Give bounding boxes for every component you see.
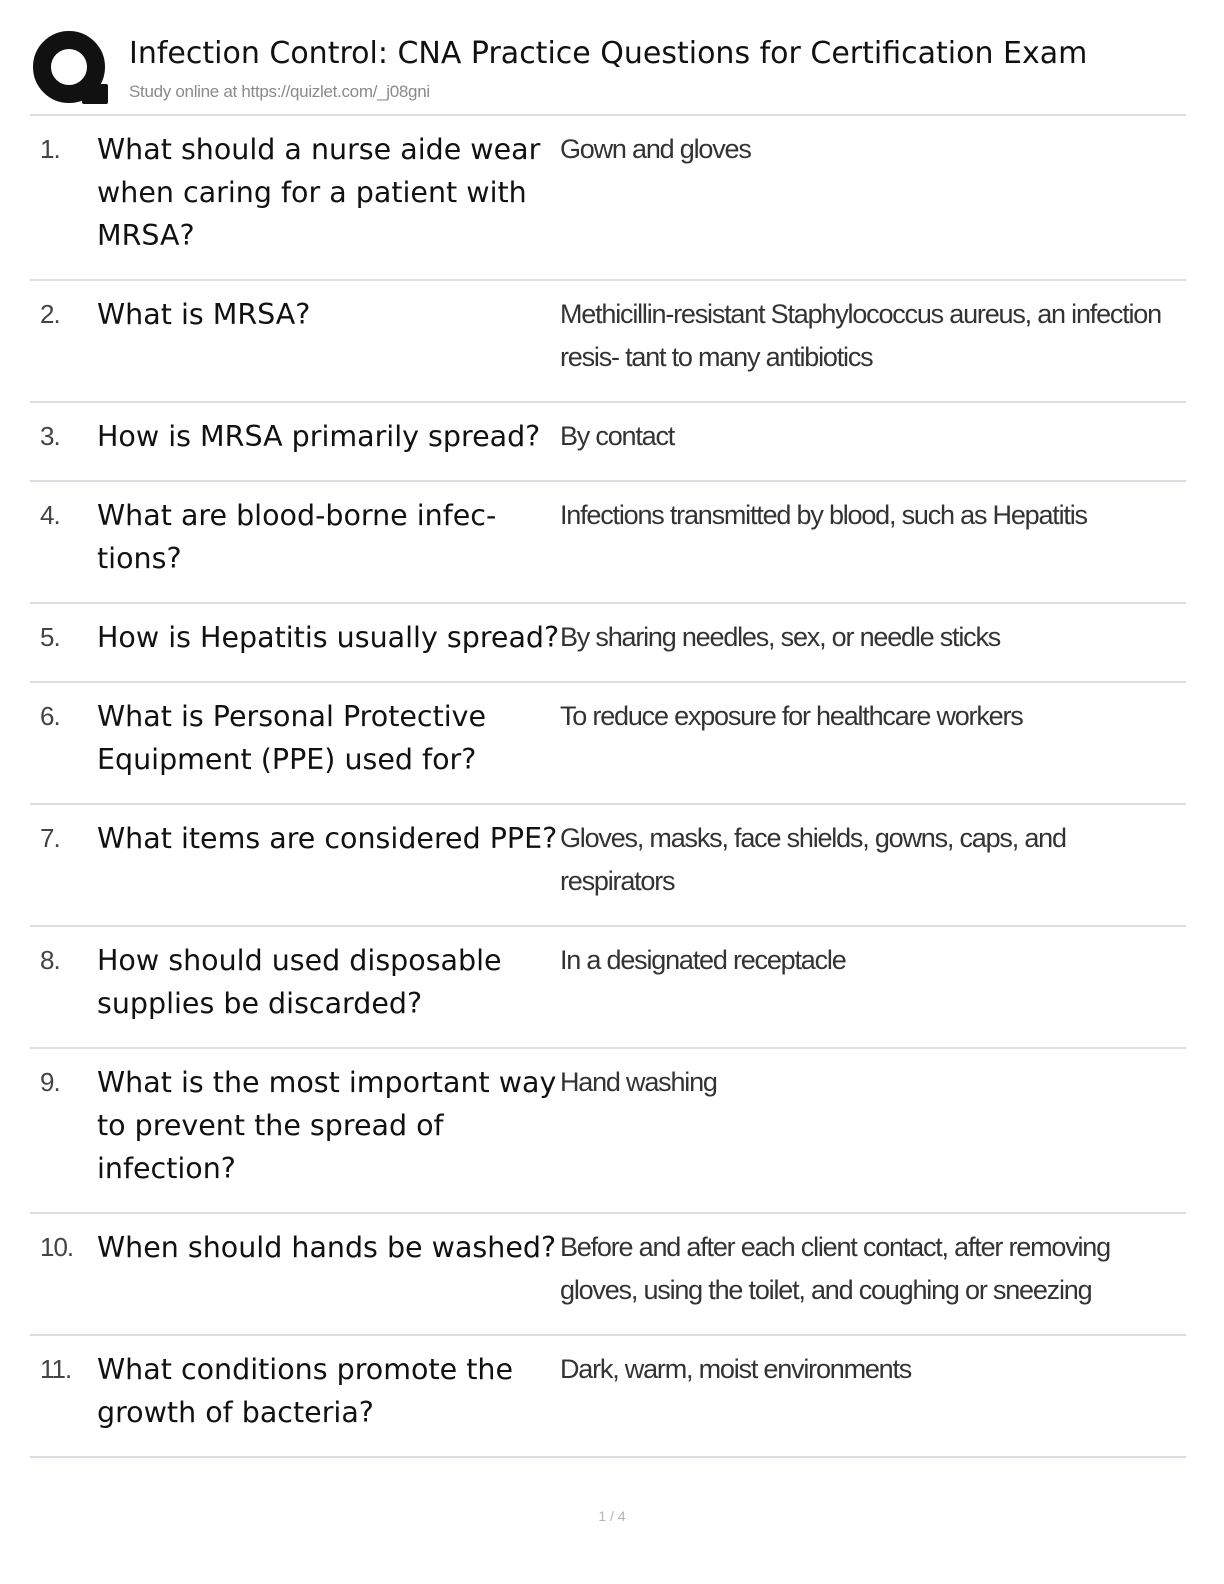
question-number: 4. (40, 500, 60, 530)
question-text: What should a nurse aide wear when caring for a patient with MRSA? (97, 133, 541, 252)
question-text: How is MRSA primarily spread? (97, 420, 541, 453)
question-number: 1. (40, 134, 60, 164)
question-row (30, 683, 1186, 805)
answer-text: In a designated receptacle (560, 945, 846, 975)
answer-text: To reduce exposure for healthcare workers (560, 701, 1023, 731)
question-row (30, 1049, 1186, 1214)
page-number: 1 / 4 (598, 1508, 626, 1524)
study-online-link[interactable]: Study online at https://quizlet.com/_j08gni (129, 82, 430, 101)
question-text: What is the most important way to prevent the spread of infection? (97, 1066, 557, 1185)
answer-text: By sharing needles, sex, or needle sticks (560, 622, 1001, 652)
question-text: What is Personal Protective Equipment (PPE) used for? (97, 700, 487, 776)
question-row (30, 927, 1186, 1049)
answer-text: Gloves, masks, face shields, gowns, caps, and respirators (560, 823, 1066, 896)
question-number: 3. (40, 421, 60, 451)
question-text: What items are considered PPE? (97, 822, 558, 855)
question-text: When should hands be washed? (97, 1231, 557, 1264)
question-row (30, 805, 1186, 927)
question-number: 6. (40, 701, 60, 731)
quizlet-logo-icon (32, 30, 110, 108)
question-row (30, 1336, 1186, 1458)
question-list (30, 116, 1186, 1458)
answer-text: Before and after each client contact, after removing gloves, using the toilet, and coughing or sneezing (560, 1232, 1110, 1305)
answer-text: Dark, warm, moist environments (560, 1354, 912, 1384)
question-number: 2. (40, 299, 60, 329)
answer-text: Hand washing (560, 1067, 717, 1097)
question-number: 9. (40, 1067, 60, 1097)
question-text: How is Hepatitis usually spread? (97, 621, 560, 654)
question-row (30, 1214, 1186, 1336)
page-title: Infection Control: CNA Practice Questions for Certification Exam (129, 36, 1088, 71)
question-number: 7. (40, 823, 60, 853)
question-number: 8. (40, 945, 60, 975)
question-row (30, 482, 1186, 604)
question-row (30, 116, 1186, 281)
question-number: 11. (40, 1354, 72, 1384)
question-number: 10. (40, 1232, 74, 1262)
answer-text: Methicillin-resistant Staphylococcus aureus, an infection resis- tant to many antibiotics (560, 299, 1161, 372)
question-text: How should used disposable supplies be discarded? (97, 944, 502, 1020)
question-row (30, 281, 1186, 403)
question-row (30, 604, 1186, 683)
answer-text: Gown and gloves (560, 134, 751, 164)
question-text: What are blood-borne infec- tions? (97, 499, 497, 575)
answer-text: By contact (560, 421, 675, 451)
page-header (30, 30, 1186, 116)
answer-text: Infections transmitted by blood, such as Hepatitis (560, 500, 1087, 530)
question-number: 5. (40, 622, 60, 652)
question-text: What conditions promote the growth of bacteria? (97, 1353, 513, 1429)
question-row (30, 403, 1186, 482)
question-text: What is MRSA? (97, 298, 311, 331)
